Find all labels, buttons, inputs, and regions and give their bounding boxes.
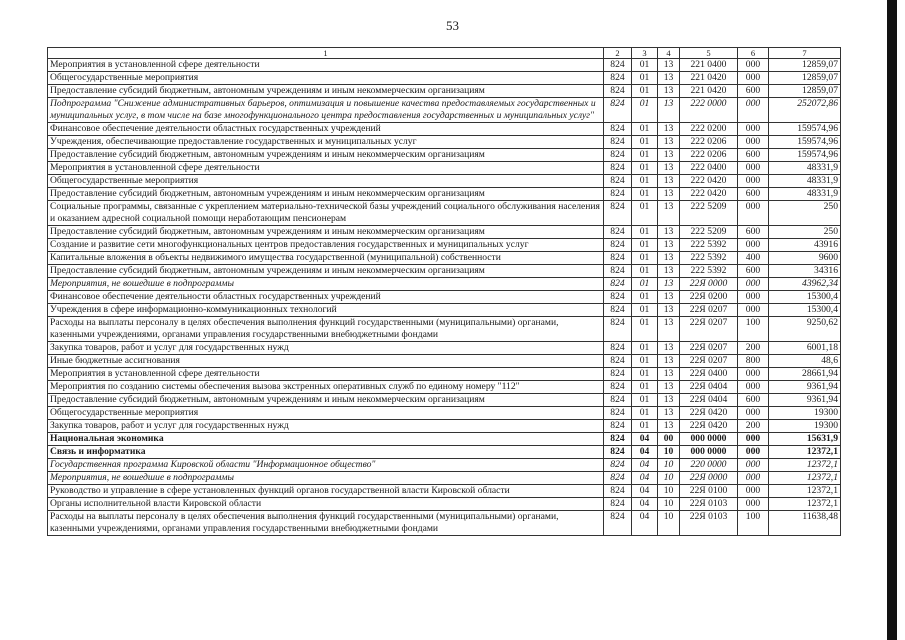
table-row: [48, 72, 841, 85]
row-name-cell: Иные бюджетные ассигнования: [48, 355, 604, 368]
row-expense-type-cell: 000: [738, 72, 769, 85]
row-target-article-cell: 22Я 0200: [680, 291, 738, 304]
table-row: [48, 188, 841, 201]
row-target-article-cell: 222 0206: [680, 149, 738, 162]
header-cell: 3: [632, 48, 658, 59]
row-subsection-cell: 13: [658, 123, 680, 136]
row-expense-type-cell: 000: [738, 446, 769, 459]
row-subsection-cell: 10: [658, 459, 680, 472]
row-amount-cell: 12372,1: [769, 498, 841, 511]
row-admin-code-cell: 824: [604, 123, 632, 136]
row-target-article-cell: 22Я 0207: [680, 342, 738, 355]
row-subsection-cell: 13: [658, 304, 680, 317]
row-section-cell: 01: [632, 407, 658, 420]
row-subsection-cell: 13: [658, 85, 680, 98]
scan-edge-bar: [887, 0, 897, 640]
row-section-cell: 01: [632, 59, 658, 72]
row-section-cell: 01: [632, 420, 658, 433]
row-expense-type-cell: 100: [738, 511, 769, 536]
row-admin-code-cell: 824: [604, 498, 632, 511]
row-name-cell: Предоставление субсидий бюджетным, автономным учреждениям и иным некоммерческим организациям: [48, 188, 604, 201]
table-row: [48, 123, 841, 136]
row-amount-cell: 43916: [769, 239, 841, 252]
row-name-cell: Общегосударственные мероприятия: [48, 407, 604, 420]
row-admin-code-cell: 824: [604, 459, 632, 472]
row-expense-type-cell: 000: [738, 304, 769, 317]
row-target-article-cell: 22Я 0207: [680, 304, 738, 317]
row-amount-cell: 48331,9: [769, 162, 841, 175]
row-section-cell: 04: [632, 511, 658, 536]
header-cell: 7: [769, 48, 841, 59]
budget-table: [47, 47, 841, 536]
row-target-article-cell: 22Я 0207: [680, 355, 738, 368]
row-amount-cell: 9361,94: [769, 381, 841, 394]
row-expense-type-cell: 200: [738, 342, 769, 355]
row-amount-cell: 28661,94: [769, 368, 841, 381]
row-subsection-cell: 13: [658, 149, 680, 162]
row-subsection-cell: 10: [658, 446, 680, 459]
row-admin-code-cell: 824: [604, 381, 632, 394]
row-target-article-cell: 222 5209: [680, 226, 738, 239]
table-row: [48, 342, 841, 355]
row-name-cell: Мероприятия в установленной сфере деятельности: [48, 368, 604, 381]
row-subsection-cell: 13: [658, 188, 680, 201]
row-expense-type-cell: 600: [738, 265, 769, 278]
row-expense-type-cell: 000: [738, 201, 769, 226]
table-row: [48, 394, 841, 407]
row-subsection-cell: 13: [658, 394, 680, 407]
table-row: [48, 226, 841, 239]
row-name-cell: Социальные программы, связанные с укреплением материально-технической базы учреждений социального обслуживания населения и оказанием адресной социальной помощи неработающим пенсионерам: [48, 201, 604, 226]
header-cell: 2: [604, 48, 632, 59]
row-section-cell: 01: [632, 226, 658, 239]
table-row: [48, 136, 841, 149]
row-amount-cell: 11638,48: [769, 511, 841, 536]
row-admin-code-cell: 824: [604, 511, 632, 536]
row-admin-code-cell: 824: [604, 72, 632, 85]
row-admin-code-cell: 824: [604, 394, 632, 407]
row-section-cell: 01: [632, 317, 658, 342]
row-subsection-cell: 13: [658, 342, 680, 355]
row-amount-cell: 43962,34: [769, 278, 841, 291]
row-amount-cell: 12372,1: [769, 485, 841, 498]
row-target-article-cell: 22Я 0100: [680, 485, 738, 498]
table-row: [48, 355, 841, 368]
row-target-article-cell: 221 0400: [680, 59, 738, 72]
row-name-cell: Мероприятия в установленной сфере деятельности: [48, 59, 604, 72]
row-admin-code-cell: 824: [604, 291, 632, 304]
row-subsection-cell: 13: [658, 175, 680, 188]
row-expense-type-cell: 000: [738, 162, 769, 175]
row-section-cell: 01: [632, 85, 658, 98]
row-admin-code-cell: 824: [604, 342, 632, 355]
row-amount-cell: 6001,18: [769, 342, 841, 355]
row-admin-code-cell: 824: [604, 239, 632, 252]
row-name-cell: Мероприятия в установленной сфере деятельности: [48, 162, 604, 175]
row-section-cell: 01: [632, 368, 658, 381]
table-row: [48, 59, 841, 72]
row-admin-code-cell: 824: [604, 368, 632, 381]
row-expense-type-cell: 000: [738, 498, 769, 511]
row-expense-type-cell: 000: [738, 291, 769, 304]
row-admin-code-cell: 824: [604, 226, 632, 239]
header-cell: 1: [48, 48, 604, 59]
row-expense-type-cell: 000: [738, 175, 769, 188]
row-admin-code-cell: 824: [604, 98, 632, 123]
table-row: [48, 498, 841, 511]
row-target-article-cell: 22Я 0420: [680, 407, 738, 420]
row-expense-type-cell: 000: [738, 485, 769, 498]
table-row: [48, 407, 841, 420]
table-row: [48, 162, 841, 175]
row-admin-code-cell: 824: [604, 136, 632, 149]
row-target-article-cell: 222 0400: [680, 162, 738, 175]
row-name-cell: Органы исполнительной власти Кировской области: [48, 498, 604, 511]
row-expense-type-cell: 000: [738, 278, 769, 291]
row-section-cell: 01: [632, 175, 658, 188]
row-admin-code-cell: 824: [604, 355, 632, 368]
table-row: [48, 278, 841, 291]
row-expense-type-cell: 600: [738, 394, 769, 407]
row-expense-type-cell: 800: [738, 355, 769, 368]
row-section-cell: 01: [632, 304, 658, 317]
row-target-article-cell: 222 0420: [680, 188, 738, 201]
row-subsection-cell: 13: [658, 72, 680, 85]
row-section-cell: 01: [632, 291, 658, 304]
row-subsection-cell: 13: [658, 420, 680, 433]
row-subsection-cell: 13: [658, 162, 680, 175]
row-amount-cell: 48,6: [769, 355, 841, 368]
row-target-article-cell: 22Я 0207: [680, 317, 738, 342]
table-row: [48, 85, 841, 98]
row-admin-code-cell: 824: [604, 149, 632, 162]
row-subsection-cell: 13: [658, 98, 680, 123]
row-section-cell: 01: [632, 188, 658, 201]
table-row: [48, 175, 841, 188]
row-section-cell: 01: [632, 239, 658, 252]
row-expense-type-cell: 000: [738, 459, 769, 472]
row-target-article-cell: 222 0000: [680, 98, 738, 123]
row-admin-code-cell: 824: [604, 188, 632, 201]
row-section-cell: 04: [632, 459, 658, 472]
row-target-article-cell: 000 0000: [680, 433, 738, 446]
row-target-article-cell: 222 5209: [680, 201, 738, 226]
row-amount-cell: 9250,62: [769, 317, 841, 342]
row-section-cell: 04: [632, 433, 658, 446]
row-admin-code-cell: 824: [604, 446, 632, 459]
row-section-cell: 04: [632, 472, 658, 485]
row-subsection-cell: 13: [658, 252, 680, 265]
row-section-cell: 01: [632, 98, 658, 123]
row-subsection-cell: 13: [658, 201, 680, 226]
row-amount-cell: 252072,86: [769, 98, 841, 123]
row-target-article-cell: 221 0420: [680, 72, 738, 85]
row-amount-cell: 12372,1: [769, 472, 841, 485]
row-name-cell: Связь и информатика: [48, 446, 604, 459]
table-row: [48, 304, 841, 317]
row-expense-type-cell: 000: [738, 407, 769, 420]
row-section-cell: 01: [632, 149, 658, 162]
row-expense-type-cell: 000: [738, 98, 769, 123]
row-target-article-cell: 22Я 0000: [680, 278, 738, 291]
row-subsection-cell: 13: [658, 368, 680, 381]
row-admin-code-cell: 824: [604, 175, 632, 188]
row-name-cell: Капитальные вложения в объекты недвижимого имущества государственной (муниципальной) собственности: [48, 252, 604, 265]
row-subsection-cell: 13: [658, 278, 680, 291]
header-cell: 6: [738, 48, 769, 59]
row-name-cell: Мероприятия по созданию системы обеспечения вызова экстренных оперативных служб по единому номеру "112": [48, 381, 604, 394]
row-section-cell: 01: [632, 394, 658, 407]
row-amount-cell: 159574,96: [769, 136, 841, 149]
row-target-article-cell: 22Я 0103: [680, 498, 738, 511]
row-section-cell: 01: [632, 72, 658, 85]
header-cell: 4: [658, 48, 680, 59]
row-admin-code-cell: 824: [604, 420, 632, 433]
table-row: [48, 420, 841, 433]
row-name-cell: Предоставление субсидий бюджетным, автономным учреждениям и иным некоммерческим организациям: [48, 394, 604, 407]
row-name-cell: Финансовое обеспечение деятельности областных государственных учреждений: [48, 291, 604, 304]
row-expense-type-cell: 000: [738, 123, 769, 136]
row-name-cell: Государственная программа Кировской области "Информационное общество": [48, 459, 604, 472]
row-section-cell: 01: [632, 265, 658, 278]
table-row: [48, 265, 841, 278]
table-row: [48, 317, 841, 342]
row-expense-type-cell: 600: [738, 226, 769, 239]
table-row: [48, 381, 841, 394]
row-target-article-cell: 22Я 0404: [680, 394, 738, 407]
row-name-cell: Национальная экономика: [48, 433, 604, 446]
row-name-cell: Общегосударственные мероприятия: [48, 72, 604, 85]
row-amount-cell: 12859,07: [769, 59, 841, 72]
row-admin-code-cell: 824: [604, 278, 632, 291]
table-row: [48, 98, 841, 123]
row-section-cell: 01: [632, 342, 658, 355]
row-expense-type-cell: 400: [738, 252, 769, 265]
row-target-article-cell: 22Я 0400: [680, 368, 738, 381]
table-row: [48, 433, 841, 446]
row-amount-cell: 34316: [769, 265, 841, 278]
row-expense-type-cell: 000: [738, 368, 769, 381]
row-target-article-cell: 221 0420: [680, 85, 738, 98]
row-section-cell: 01: [632, 162, 658, 175]
row-name-cell: Закупка товаров, работ и услуг для государственных нужд: [48, 420, 604, 433]
row-name-cell: Учреждения в сфере информационно-коммуникационных технологий: [48, 304, 604, 317]
row-expense-type-cell: 000: [738, 433, 769, 446]
table-row: [48, 201, 841, 226]
row-amount-cell: 250: [769, 226, 841, 239]
row-admin-code-cell: 824: [604, 407, 632, 420]
row-admin-code-cell: 824: [604, 304, 632, 317]
row-expense-type-cell: 600: [738, 188, 769, 201]
row-name-cell: Создание и развитие сети многофункциональных центров предоставления государственных и муниципальных услуг: [48, 239, 604, 252]
row-name-cell: Общегосударственные мероприятия: [48, 175, 604, 188]
row-section-cell: 01: [632, 252, 658, 265]
row-subsection-cell: 13: [658, 317, 680, 342]
row-subsection-cell: 13: [658, 226, 680, 239]
row-admin-code-cell: 824: [604, 485, 632, 498]
row-amount-cell: 15300,4: [769, 291, 841, 304]
row-name-cell: Учреждения, обеспечивающие предоставление государственных и муниципальных услуг: [48, 136, 604, 149]
row-subsection-cell: 13: [658, 381, 680, 394]
row-subsection-cell: 10: [658, 511, 680, 536]
row-target-article-cell: 222 0200: [680, 123, 738, 136]
row-name-cell: Финансовое обеспечение деятельности областных государственных учреждений: [48, 123, 604, 136]
row-amount-cell: 12372,1: [769, 446, 841, 459]
row-section-cell: 01: [632, 136, 658, 149]
row-subsection-cell: 10: [658, 485, 680, 498]
row-admin-code-cell: 824: [604, 59, 632, 72]
row-amount-cell: 159574,96: [769, 149, 841, 162]
table-row: [48, 291, 841, 304]
row-expense-type-cell: 100: [738, 317, 769, 342]
row-name-cell: Руководство и управление в сфере установленных функций органов государственной власти Кировской области: [48, 485, 604, 498]
row-amount-cell: 19300: [769, 420, 841, 433]
table-row: [48, 485, 841, 498]
row-subsection-cell: 00: [658, 433, 680, 446]
row-amount-cell: 48331,9: [769, 175, 841, 188]
row-subsection-cell: 10: [658, 498, 680, 511]
row-name-cell: Предоставление субсидий бюджетным, автономным учреждениям и иным некоммерческим организациям: [48, 265, 604, 278]
row-section-cell: 04: [632, 498, 658, 511]
row-target-article-cell: 000 0000: [680, 446, 738, 459]
row-subsection-cell: 13: [658, 291, 680, 304]
row-amount-cell: 9361,94: [769, 394, 841, 407]
row-amount-cell: 19300: [769, 407, 841, 420]
row-subsection-cell: 13: [658, 265, 680, 278]
row-expense-type-cell: 600: [738, 85, 769, 98]
row-amount-cell: 9600: [769, 252, 841, 265]
row-section-cell: 01: [632, 201, 658, 226]
row-name-cell: Мероприятия, не вошедшие в подпрограммы: [48, 278, 604, 291]
row-section-cell: 04: [632, 446, 658, 459]
row-name-cell: Подпрограмма "Снижение административных барьеров, оптимизация и повышение качества предоставляемых государственных и муниципальных услуг, в том числе на базе многофункционального центра предоставления государственных и муниципальных услуг": [48, 98, 604, 123]
table-row: [48, 252, 841, 265]
row-subsection-cell: 13: [658, 59, 680, 72]
row-subsection-cell: 10: [658, 472, 680, 485]
row-target-article-cell: 222 0420: [680, 175, 738, 188]
row-target-article-cell: 22Я 0404: [680, 381, 738, 394]
row-amount-cell: 15631,9: [769, 433, 841, 446]
row-expense-type-cell: 000: [738, 136, 769, 149]
row-subsection-cell: 13: [658, 407, 680, 420]
row-section-cell: 01: [632, 381, 658, 394]
row-target-article-cell: 222 5392: [680, 239, 738, 252]
table-body: [48, 48, 841, 536]
row-expense-type-cell: 200: [738, 420, 769, 433]
row-admin-code-cell: 824: [604, 317, 632, 342]
row-name-cell: Расходы на выплаты персоналу в целях обеспечения выполнения функций государственными (муниципальными) органами, казенными учреждениями, органами управления государственными внебюджетными фондами: [48, 317, 604, 342]
row-expense-type-cell: 000: [738, 239, 769, 252]
row-admin-code-cell: 824: [604, 265, 632, 278]
row-amount-cell: 159574,96: [769, 123, 841, 136]
row-admin-code-cell: 824: [604, 85, 632, 98]
row-name-cell: Предоставление субсидий бюджетным, автономным учреждениям и иным некоммерческим организациям: [48, 226, 604, 239]
row-admin-code-cell: 824: [604, 252, 632, 265]
row-target-article-cell: 222 5392: [680, 265, 738, 278]
table-row: [48, 459, 841, 472]
row-expense-type-cell: 000: [738, 472, 769, 485]
row-amount-cell: 48331,9: [769, 188, 841, 201]
row-section-cell: 01: [632, 355, 658, 368]
row-amount-cell: 12859,07: [769, 85, 841, 98]
row-subsection-cell: 13: [658, 239, 680, 252]
row-target-article-cell: 22Я 0000: [680, 472, 738, 485]
row-target-article-cell: 222 5392: [680, 252, 738, 265]
row-admin-code-cell: 824: [604, 162, 632, 175]
row-name-cell: Предоставление субсидий бюджетным, автономным учреждениям и иным некоммерческим организациям: [48, 149, 604, 162]
header-cell: 5: [680, 48, 738, 59]
row-amount-cell: 12372,1: [769, 459, 841, 472]
row-section-cell: 01: [632, 278, 658, 291]
table-row: [48, 511, 841, 536]
row-admin-code-cell: 824: [604, 472, 632, 485]
table-row: [48, 239, 841, 252]
row-amount-cell: 250: [769, 201, 841, 226]
row-admin-code-cell: 824: [604, 201, 632, 226]
page-number: 53: [446, 18, 459, 33]
row-expense-type-cell: 600: [738, 149, 769, 162]
row-target-article-cell: 22Я 0420: [680, 420, 738, 433]
table-row: [48, 446, 841, 459]
row-name-cell: Предоставление субсидий бюджетным, автономным учреждениям и иным некоммерческим организациям: [48, 85, 604, 98]
row-subsection-cell: 13: [658, 355, 680, 368]
table-row: [48, 472, 841, 485]
row-amount-cell: 15300,4: [769, 304, 841, 317]
row-name-cell: Расходы на выплаты персоналу в целях обеспечения выполнения функций государственными (муниципальными) органами, казенными учреждениями, органами управления государственными внебюджетными фондами: [48, 511, 604, 536]
row-section-cell: 04: [632, 485, 658, 498]
row-subsection-cell: 13: [658, 136, 680, 149]
row-expense-type-cell: 000: [738, 59, 769, 72]
row-section-cell: 01: [632, 123, 658, 136]
row-target-article-cell: 220 0000: [680, 459, 738, 472]
row-target-article-cell: 222 0206: [680, 136, 738, 149]
row-admin-code-cell: 824: [604, 433, 632, 446]
row-name-cell: Закупка товаров, работ и услуг для государственных нужд: [48, 342, 604, 355]
row-name-cell: Мероприятия, не вошедшие в подпрограммы: [48, 472, 604, 485]
table-row: [48, 368, 841, 381]
table-header-row: [48, 48, 841, 59]
row-amount-cell: 12859,07: [769, 72, 841, 85]
row-target-article-cell: 22Я 0103: [680, 511, 738, 536]
row-expense-type-cell: 000: [738, 381, 769, 394]
table-row: [48, 149, 841, 162]
